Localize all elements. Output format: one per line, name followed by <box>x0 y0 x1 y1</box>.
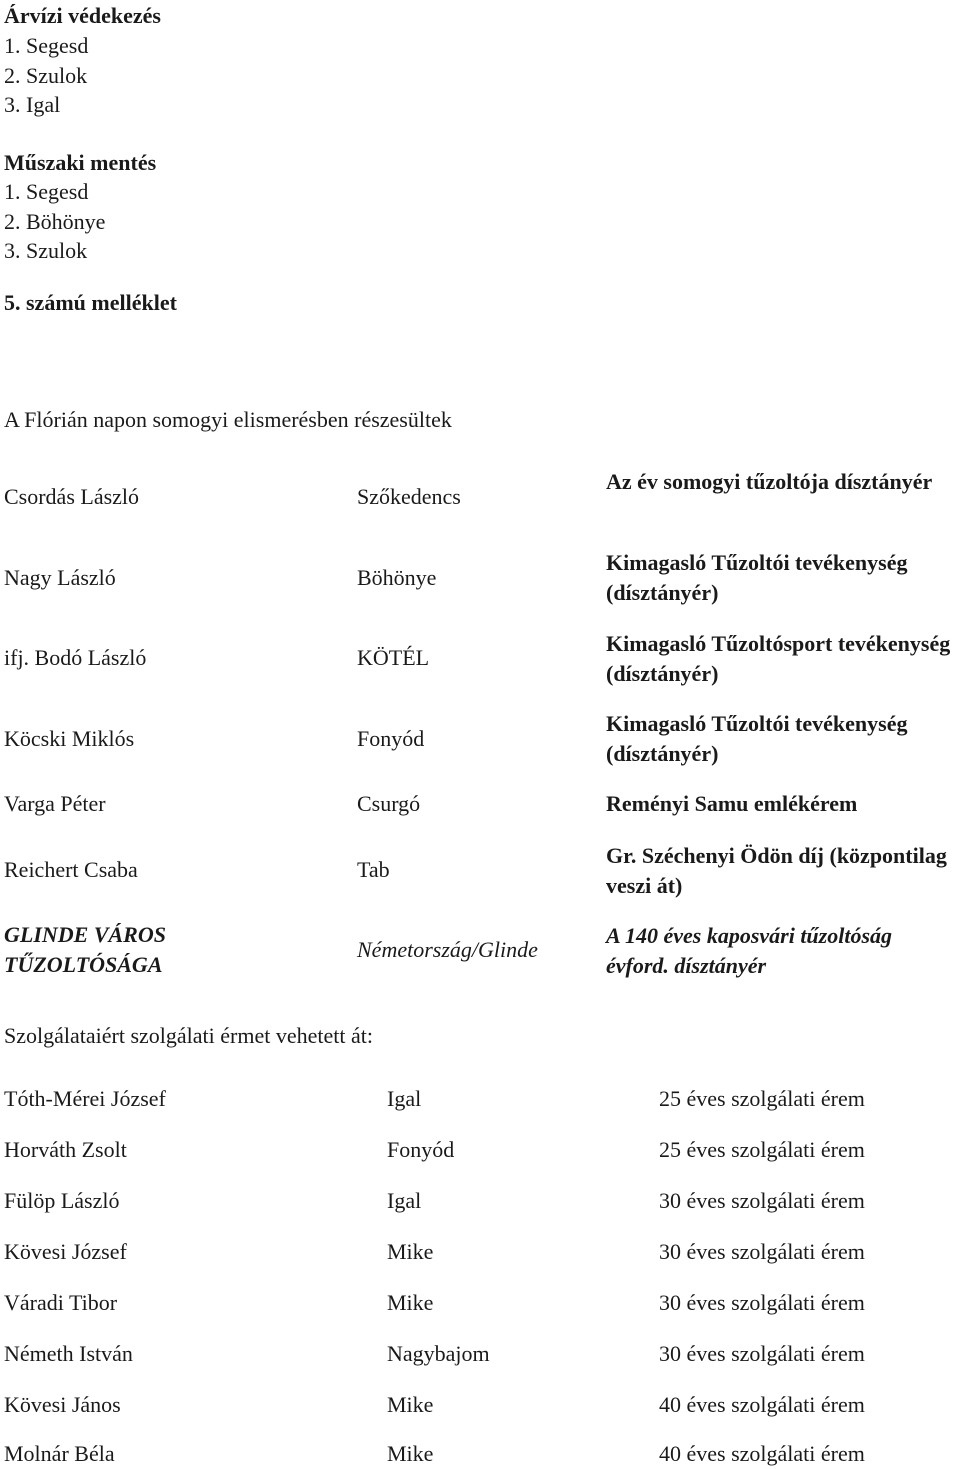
service-medal: 25 éves szolgálati érem <box>659 1137 865 1162</box>
award-title: Kimagasló Tűzoltói tevékenység (dísztányér) <box>606 550 908 605</box>
list-item: 3. Igal <box>4 92 61 117</box>
annex-label: 5. számú melléklet <box>4 290 177 315</box>
list-item: 2. Böhönye <box>4 208 106 234</box>
award-recipient-name: ifj. Bodó László <box>4 645 147 670</box>
service-place: Igal <box>387 1086 422 1111</box>
table-row <box>0 1439 960 1469</box>
award-recipient-name: Csordás László <box>4 484 140 509</box>
table-row <box>0 1135 960 1165</box>
service-medal: 25 éves szolgálati érem <box>659 1086 865 1111</box>
service-medal: 30 éves szolgálati érem <box>659 1188 865 1213</box>
service-place: Nagybajom <box>387 1341 490 1366</box>
flood-defense-title: Árvízi védekezés <box>4 3 161 28</box>
table-row <box>0 1288 960 1318</box>
award-title: Kimagasló Tűzoltói tevékenység (dísztányér) <box>606 711 908 766</box>
list-item: 1. Segesd <box>4 179 89 204</box>
award-recipient-place: Böhönye <box>357 565 437 590</box>
list-item: 3. Szulok <box>4 238 88 263</box>
award-recipient-place: Németország/Glinde <box>357 937 538 962</box>
service-place: Mike <box>387 1392 434 1417</box>
award-title: Reményi Samu emlékérem <box>606 791 858 816</box>
award-recipient-name: GLINDE VÁROS TŰZOLTÓSÁGA <box>4 922 166 977</box>
florian-heading: A Flórián napon somogyi elismerésben részesültek <box>4 407 452 432</box>
award-recipient-name: Köcski Miklós <box>4 726 135 751</box>
award-recipient-place: Csurgó <box>357 791 421 816</box>
award-recipient-name: Varga Péter <box>4 791 106 816</box>
table-row <box>0 1084 960 1114</box>
award-recipient-place: Szőkedencs <box>357 484 461 509</box>
service-place: Igal <box>387 1188 422 1213</box>
service-medal: 30 éves szolgálati érem <box>659 1341 865 1366</box>
technical-rescue-title: Műszaki mentés <box>4 150 157 175</box>
service-medal: 30 éves szolgálati érem <box>659 1290 865 1315</box>
service-heading: Szolgálataiért szolgálati érmet vehetett át: <box>4 1023 373 1048</box>
technical-rescue-list <box>4 177 105 266</box>
flood-defense-list <box>4 31 88 120</box>
service-medal: 40 éves szolgálati érem <box>659 1392 865 1417</box>
service-name: Tóth-Mérei József <box>4 1086 166 1111</box>
award-title: Kimagasló Tűzoltósport tevékenység (dísztányér) <box>606 631 951 686</box>
list-item: 1. Segesd <box>4 33 89 58</box>
table-row <box>0 1186 960 1216</box>
service-name: Horváth Zsolt <box>4 1137 127 1162</box>
service-name: Molnár Béla <box>4 1441 115 1466</box>
award-recipient-place: Fonyód <box>357 726 425 751</box>
service-place: Mike <box>387 1290 434 1315</box>
table-row <box>0 1339 960 1369</box>
service-place: Fonyód <box>387 1137 455 1162</box>
award-recipient-place: Tab <box>357 857 390 882</box>
service-name: Németh István <box>4 1341 133 1366</box>
service-medal: 30 éves szolgálati érem <box>659 1239 865 1264</box>
award-recipient-name: Reichert Csaba <box>4 857 138 882</box>
service-medal: 40 éves szolgálati érem <box>659 1441 865 1466</box>
table-row <box>0 1390 960 1420</box>
table-row <box>0 1237 960 1267</box>
award-title: A 140 éves kaposvári tűzoltóság évford. dísztányér <box>606 923 893 978</box>
service-name: Kövesi János <box>4 1392 121 1417</box>
award-recipient-name: Nagy László <box>4 565 116 590</box>
service-name: Fülöp László <box>4 1188 120 1213</box>
award-recipient-place: KÖTÉL <box>357 645 430 670</box>
service-place: Mike <box>387 1239 434 1264</box>
award-title: Gr. Széchenyi Ödön díj (központilag veszi át) <box>606 843 947 898</box>
award-title: Az év somogyi tűzoltója dísztányér <box>606 469 933 494</box>
list-item: 2. Szulok <box>4 62 88 88</box>
service-name: Váradi Tibor <box>4 1290 118 1315</box>
service-name: Kövesi József <box>4 1239 127 1264</box>
service-place: Mike <box>387 1441 434 1466</box>
